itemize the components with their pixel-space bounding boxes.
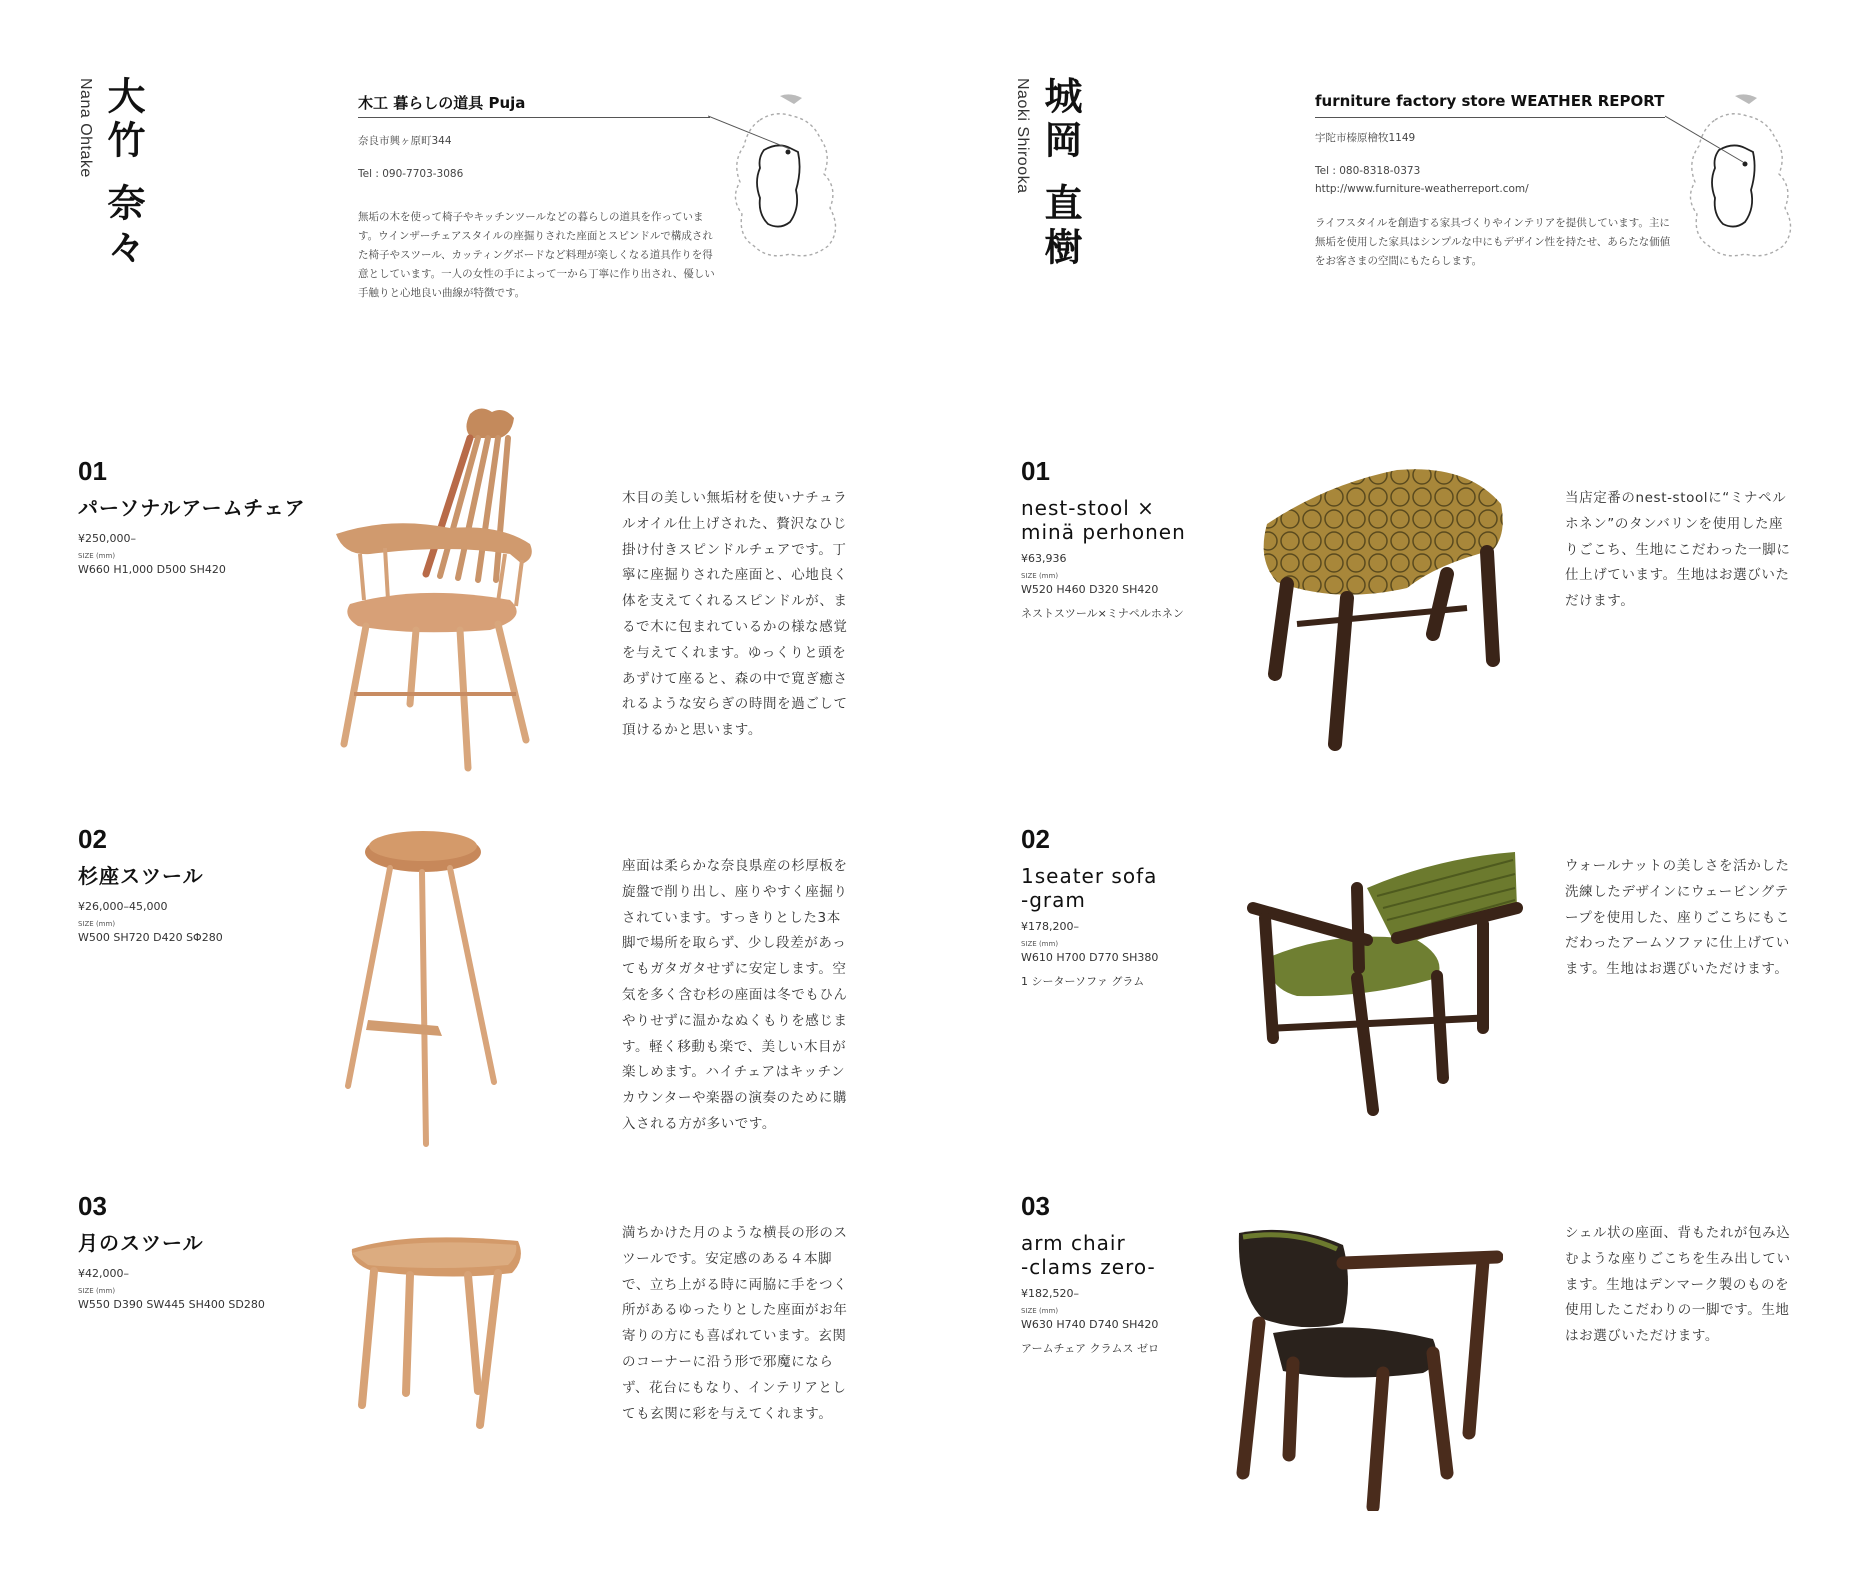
clams-zero-chair-photo [1233,1223,1503,1511]
size-label: SIZE (mm) [78,552,116,561]
size-label: SIZE (mm) [78,920,116,929]
product-dimensions: W660 H1,000 D500 SH420 [78,563,226,577]
nest-stool-photo [1257,464,1507,754]
maker-name-en: Naoki Shirooka [1014,78,1031,194]
map-leader-line [708,115,798,155]
product-name: arm chair -clams zero- [1021,1231,1156,1279]
shop-description: ライフスタイルを創造する家具づくりやインテリアを提供しています。主に無垢を使用した家具はシンプルな中にもデザイン性を持たせ、あらたな価値をお客さまの空間にもたらします。 [1315,216,1671,267]
cedar-stool-photo [338,826,508,1148]
product-dimensions: W550 D390 SW445 SH400 SD280 [78,1298,265,1312]
size-label: SIZE (mm) [78,1287,116,1296]
product-number: 01 [1021,456,1050,486]
product-dimensions: W630 H740 D740 SH420 [1021,1318,1159,1332]
shop-description: 無垢の木を使って椅子やキッチンツールなどの暮らしの道具を作っています。ウインザーチェアスタイルの座掘りされた座面とスピンドルで構成された椅子やスツール、カッティングボードなど料理が楽しくなる道具作りを得意としています。一人の女性の手によって一から丁寧に作り出され、優しい手触りと心地良い曲線が特徴です。 [358,211,715,300]
product-alias: 1 シーターソファ グラム [1021,974,1145,988]
product-number: 01 [78,456,107,486]
product-spec [78,532,226,578]
product-name: 月のスツール [78,1231,204,1255]
moon-stool-photo [348,1229,528,1433]
shop-name: 木工 暮らしの道具 Puja [358,94,526,112]
shop-rule [1315,117,1665,118]
product-spec [78,1267,265,1313]
product-dimensions: W520 H460 D320 SH420 [1021,583,1159,597]
size-label: SIZE (mm) [1021,572,1059,581]
armchair-photo [330,404,540,776]
size-label: SIZE (mm) [1021,940,1059,949]
maker-name-en: Nana Ohtake [77,78,94,178]
product-spec [78,900,223,946]
shop-address: 奈良市興ヶ原町344 [358,135,452,147]
shop-address: 宇陀市榛原檜牧1149 [1315,132,1416,144]
shop-info [358,92,718,303]
product-spec [1021,920,1158,989]
product-price: ¥42,000– [78,1267,129,1280]
product-description: 当店定番のnest-stoolに“ミナペルホネン”のタンバリンを使用した座りごこち、生地にこだわった一脚に仕上げています。生地はお選びいただけます。 [1565,490,1791,610]
product-spec [1021,552,1184,621]
shop-info [1315,92,1675,271]
product-number: 02 [1021,824,1050,854]
map-leader-line [1665,115,1747,165]
product-name: nest-stool × minä perhonen [1021,496,1186,544]
product-description: 木目の美しい無垢材を使いナチュラルオイル仕上げされた、贅沢なひじ掛け付きスピンドルチェアです。丁寧に座掘りされた座面と、心地良く体を支えてくれるスピンドルが、まるで木に包まれているかの様な感覚を与えてくれます。ゆっくりと頭をあずけて座ると、森の中で寛ぎ癒されるような安らぎの時間を過ごして頂けるかと思います。 [622,490,848,739]
sofa-gram-photo [1247,848,1527,1120]
maker-column-shirooka [937,0,1874,1596]
product-price: ¥182,520– [1021,1287,1079,1300]
product-name: 杉座スツール [78,864,204,888]
shop-rule [358,117,710,118]
shop-url[interactable]: http://www.furniture-weatherreport.com/ [1315,183,1529,196]
product-description: シェル状の座面、背もたれが包み込むような座りごこちを生み出しています。生地はデンマーク製のものを使用したこだわりの一脚です。生地はお選びいただけます。 [1565,1225,1791,1345]
product-description: 座面は柔らかな奈良県産の杉厚板を旋盤で削り出し、座りやすく座掘りされています。すっきりとした3本脚で場所を取らず、少し段差があってもガタガタせずに安定します。空気を多く含む杉の座面は冬でもひんやりせずに温かなぬくもりを感じます。軽く移動も楽で、美しい木目が楽しめます。ハイチェアはキッチンカウンターや楽器の演奏のために購入される方が多いです。 [622,858,848,1132]
product-number: 03 [78,1191,107,1221]
product-description: 満ちかけた月のような横長の形のスツールです。安定感のある４本脚で、立ち上がる時に両脇に手をつく所があるゆったりとした座面がお年寄りの方にも喜ばれています。玄関のコーナーに沿う形で邪魔にならず、花台にもなり、インテリアとしても玄関に彩を与えてくれます。 [622,1225,848,1422]
product-price: ¥178,200– [1021,920,1079,933]
product-spec [1021,1287,1159,1356]
product-alias: ネストスツール×ミナペルホネン [1021,606,1184,620]
product-price: ¥250,000– [78,532,136,545]
product-name: パーソナルアームチェア [78,496,306,520]
size-label: SIZE (mm) [1021,1307,1059,1316]
product-dimensions: W500 SH720 D420 SΦ280 [78,931,223,945]
shop-tel: Tel : 090-7703-3086 [358,167,464,180]
maker-name-jp: 大竹 奈々 [101,76,145,272]
product-price: ¥63,936 [1021,552,1067,565]
product-number: 02 [78,824,107,854]
shop-tel: Tel : 080-8318-0373 [1315,164,1421,177]
product-name: 1seater sofa -gram [1021,864,1158,912]
maker-name-jp: 城岡 直樹 [1038,76,1082,272]
product-dimensions: W610 H700 D770 SH380 [1021,951,1159,965]
shop-name: furniture factory store WEATHER REPORT [1315,92,1665,110]
product-price: ¥26,000–45,000 [78,900,168,913]
product-description: ウォールナットの美しさを活かした洗練したデザインにウェービングテープを使用した、座りごこちにもこだわったアームソファに仕上げています。生地はお選びいただけます。 [1565,858,1790,978]
product-number: 03 [1021,1191,1050,1221]
product-alias: アームチェア クラムス ゼロ [1021,1341,1160,1355]
